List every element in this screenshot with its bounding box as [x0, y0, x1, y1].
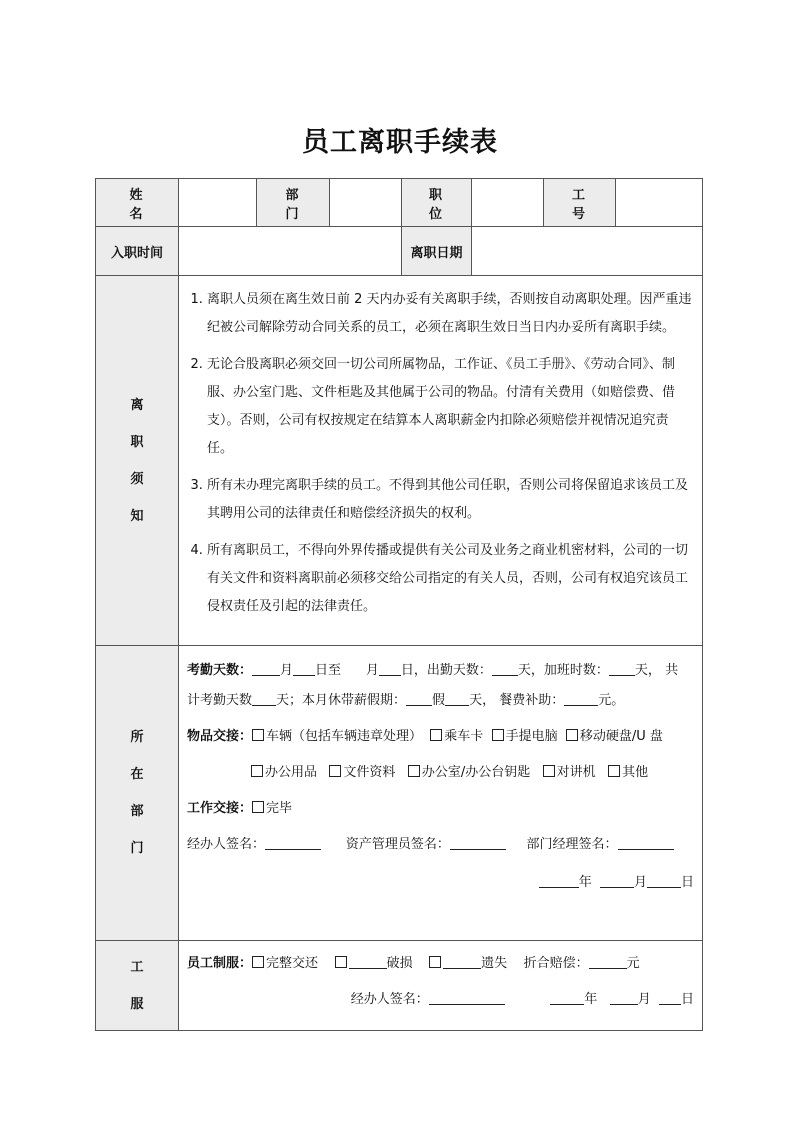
uniform-label: 工 服 — [96, 941, 179, 1031]
uniform-sign-line: 经办人签名： 年 月 日 — [350, 992, 694, 1007]
name-field[interactable] — [179, 179, 257, 227]
lost-blank[interactable] — [443, 954, 481, 969]
checkbox[interactable] — [566, 729, 578, 741]
work-handover-line: 工作交接： 完毕 — [187, 801, 293, 816]
month-blank[interactable] — [600, 873, 634, 888]
date-row — [96, 227, 703, 276]
asset-admin-signature-blank[interactable] — [450, 835, 506, 850]
uniform-content — [179, 941, 703, 1031]
checkbox[interactable] — [543, 765, 555, 777]
join-date-label: 入职时间 — [96, 227, 179, 276]
items-line-2: 办公用品 文件资料 办公室/办公台钥匙 对讲机 其他 — [187, 758, 694, 788]
checkbox[interactable] — [252, 956, 264, 968]
day-blank[interactable] — [659, 990, 681, 1005]
checkbox[interactable] — [408, 765, 420, 777]
header-row — [96, 179, 703, 227]
total-days-blank[interactable] — [252, 691, 276, 706]
checkbox[interactable] — [492, 729, 504, 741]
notice-item: 3. 所有未办理完离职手续的员工。不得到其他公司任职，否则公司将保留追求该员工及其聘用公司的法律责任和赔偿经济损失的权利。 — [207, 472, 694, 528]
items-line-1: 物品交接： 车辆（包括车辆违章处理） 乘车卡 手提电脑 移动硬盘/U 盘 — [187, 729, 663, 744]
department-row — [96, 646, 703, 941]
notice-row — [96, 276, 703, 646]
checkbox[interactable] — [335, 956, 347, 968]
department-label: 所 在 部 门 — [96, 646, 179, 941]
attendance-line-1: 考勤天数： 月 日至 月 日，出勤天数： 天，加班时数： 天， 共 — [187, 663, 679, 678]
department-content — [179, 646, 703, 941]
attendance-line-2: 计考勤天数 天；本月休带薪假期： 假 天， 餐费补助： 元。 — [187, 693, 625, 708]
uniform-handler-signature-blank[interactable] — [429, 990, 505, 1005]
checkbox[interactable] — [252, 729, 264, 741]
form-title: 员工离职手续表 — [302, 127, 498, 158]
compensation-blank[interactable] — [589, 954, 627, 969]
year-blank[interactable] — [550, 990, 584, 1005]
checkbox[interactable] — [430, 729, 442, 741]
handler-signature-blank[interactable] — [265, 835, 321, 850]
checkbox[interactable] — [329, 765, 341, 777]
leave-date-label: 离职日期 — [402, 227, 472, 276]
notice-label: 离 职 须 知 — [96, 276, 179, 646]
signature-line: 经办人签名： 资产管理员签名： 部门经理签名： — [187, 830, 694, 860]
notice-item: 2. 无论合股离职必须交回一切公司所属物品，工作证、《员工手册》、《劳动合同》、制服、办公室门匙、文件柜匙及其他属于公司的物品。付清有关费用（如赔偿费、借支）。否则，公司有权按规定在结算本人离职薪金内扣除必须赔偿并视情况追究责任。 — [207, 351, 694, 463]
uniform-line: 员工制服： 完整交还 破损 遗失 折合赔偿： 元 — [187, 956, 640, 971]
notice-item: 1. 离职人员须在离生效日前 2 天内办妥有关离职手续，否则按自动离职处理。因严重违纪被公司解除劳动合同关系的员工，必须在离职生效日当日内办妥所有离职手续。 — [207, 286, 694, 342]
position-field[interactable] — [472, 179, 544, 227]
checkbox[interactable] — [608, 765, 620, 777]
checkbox[interactable] — [429, 956, 441, 968]
leave-date-field[interactable] — [472, 227, 703, 276]
month-blank[interactable] — [252, 661, 280, 676]
overtime-blank[interactable] — [609, 661, 635, 676]
dept-label: 部门 — [257, 179, 330, 227]
dept-date-line: 年 月 日 — [187, 868, 694, 898]
leave-type-blank[interactable] — [406, 691, 432, 706]
damaged-blank[interactable] — [349, 954, 387, 969]
resignation-form-table — [95, 178, 703, 1031]
day-blank[interactable] — [647, 873, 681, 888]
name-label: 姓名 — [96, 179, 179, 227]
uniform-row — [96, 941, 703, 1031]
employee-id-label: 工号 — [544, 179, 616, 227]
join-date-field[interactable] — [179, 227, 402, 276]
day-blank[interactable] — [379, 661, 401, 676]
notice-content — [179, 276, 703, 646]
month-blank[interactable] — [610, 990, 638, 1005]
checkbox[interactable] — [252, 801, 264, 813]
notice-list — [185, 286, 694, 621]
year-blank[interactable] — [539, 873, 579, 888]
attendance-days-blank[interactable] — [492, 661, 518, 676]
notice-item: 4. 所有离职员工，不得向外界传播或提供有关公司及业务之商业机密材料，公司的一切有关文件和资料离职前必须移交给公司指定的有关人员，否则，公司有权追究该员工侵权责任及引起的法律责任。 — [207, 537, 694, 621]
manager-signature-blank[interactable] — [618, 835, 674, 850]
dept-field[interactable] — [330, 179, 402, 227]
position-label: 职位 — [402, 179, 472, 227]
checkbox[interactable] — [251, 765, 263, 777]
meal-allowance-blank[interactable] — [564, 691, 598, 706]
day-blank[interactable] — [293, 661, 315, 676]
leave-days-blank[interactable] — [445, 691, 469, 706]
employee-id-field[interactable] — [616, 179, 703, 227]
